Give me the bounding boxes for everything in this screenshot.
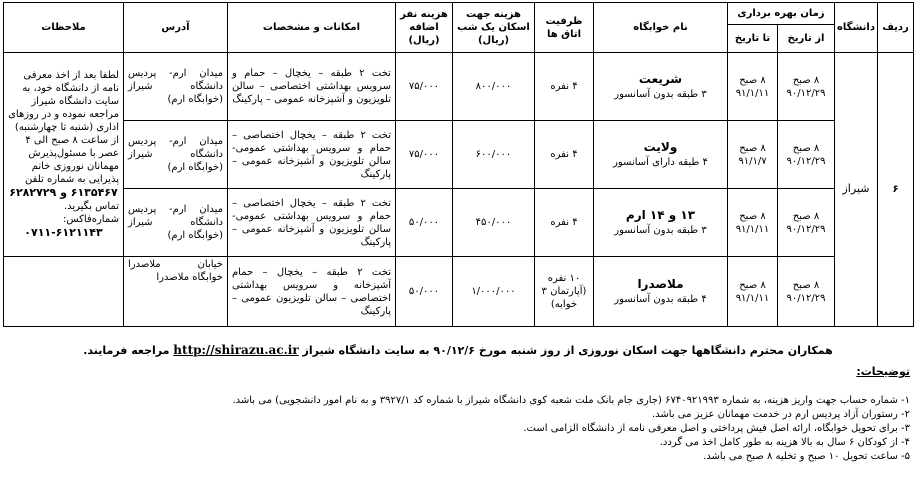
dorm-title: ولایت [643,140,678,155]
table-row [3,189,913,257]
announcement-end: مراجعه فرمایند. [83,344,170,357]
remarks-phone: ۶۱۳۵۴۶۷ و ۶۲۸۲۷۲۹ [9,185,118,199]
to-date: ۸ صبح ۹۱/۱/۱۱ [727,53,777,121]
announcement-text: همکاران محترم دانشگاهها جهت اسکان نوروزی از روز شنبه مورخ ۹۰/۱۲/۶ به سایت دانشگاه شیراز [302,344,833,357]
university-name: شیراز [835,53,878,327]
table-row [3,257,913,327]
cost-per-night: ۸۰۰/۰۰۰ [452,53,534,121]
cost-extra-person: ۵۰/۰۰۰ [395,257,452,327]
dorm-title: شریعت [638,72,683,87]
notes-list [2,394,914,464]
address: میدان ارم- پردیس دانشگاه شیراز (خوابگاه ارم) [123,121,227,189]
remarks-text: لطفا بعد از اخذ معرفی نامه از دانشگاه خود، به سایت دانشگاه شیراز مراجعه نموده و در روزهای اداری (شنبه تا چهارشنبه) از ساعت ۸ صبح الی ۴ عصر با مسئول‌پذیرش مهمانان نوروزی خانم پذیرایی به شماره تلفن [8,69,119,185]
from-date: ۸ صبح ۹۰/۱۲/۲۹ [778,257,835,327]
remarks-empty [3,257,123,327]
from-date: ۸ صبح ۹۰/۱۲/۲۹ [778,189,835,257]
facilities: تخت ۲ طبقه – یخچال اختصاصی – حمام و سرویس بهداشتی عمومی- سالن تلویزیون و آشپزخانه عمومی – پارکینگ [227,121,395,189]
address: میدان ارم- پردیس دانشگاه شیراز (خوابگاه ارم) [123,189,227,257]
header-university: دانشگاه [835,3,878,53]
remarks-fax: ۰۷۱۱-۶۱۲۱۱۴۳ [24,226,103,239]
note-item: ۱- شماره حساب جهت واریز هزینه، به شماره ۶۷۴۰۹۲۱۹۹۳ (جاری جام بانک ملت شعبه کوی دانشگاه شیراز با شماره کد ۳۹۲۷/۱ و به نام امور دانشجویی) می باشد. [232,395,910,406]
from-date: ۸ صبح ۹۰/۱۲/۲۹ [778,121,835,189]
dorm-floors: ۳ طبقه بدون آسانسور [614,88,707,100]
header-capacity: ظرفیت اتاق ها [534,3,593,53]
cost-extra-person: ۷۵/۰۰۰ [395,121,452,189]
facilities: تخت ۲ طبقه – یخچال اختصاصی – حمام و سرویس بهداشتی عمومی- سالن تلویزیون و آشپزخانه عمومی – پارکینگ [227,189,395,257]
to-date: ۸ صبح ۹۱/۱/۱۱ [727,257,777,327]
dorm-name [593,189,727,257]
facilities: تخت ۲ طبقه – یخچال – حمام و سرویس بهداشتی اختصاصی – سالن تلویزیون و آشپزخانه عمومی – پارکینگ [227,53,395,121]
announcement [2,343,914,357]
cost-extra-person: ۵۰/۰۰۰ [395,189,452,257]
header-row-number: ردیف [878,3,914,53]
to-date: ۸ صبح ۹۱/۱/۷ [727,121,777,189]
header-cost-extra: هزینه نفر اضافه (ریال) [395,3,452,53]
address: میدان ارم- پردیس دانشگاه شیراز (خوابگاه ارم) [123,53,227,121]
cost-per-night: ۶۰۰/۰۰۰ [452,121,534,189]
header-cost-night: هزینه جهت اسکان یک شب (ریال) [452,3,534,53]
website-link[interactable]: http://shirazu.ac.ir [173,343,299,357]
dorm-name [593,53,727,121]
note-item: ۴- از کودکان ۶ سال به بالا هزینه به طور کامل اخذ می گردد. [659,437,910,448]
header-to-date: تا تاریخ [727,25,777,53]
header-address: آدرس [123,3,227,53]
cost-extra-person: ۷۵/۰۰۰ [395,53,452,121]
dorm-floors: ۳ طبقه بدون آسانسور [614,224,707,236]
header-remarks: ملاحظات [3,3,123,53]
document [2,2,914,464]
row-number: ۶ [878,53,914,327]
dorm-name [593,257,727,327]
note-item: ۲- رستوران آزاد پردیس ارم در خدمت مهمانان عزیز می باشد. [651,409,910,420]
facilities: تخت ۲ طبقه – یخچال – حمام آشپزخانه و سرویس بهداشتی اختصاصی – سالن تلویزیون عمومی – پارکینگ [227,257,395,327]
remarks [3,53,123,257]
cost-per-night: ۴۵۰/۰۰۰ [452,189,534,257]
room-capacity: ۴ نفره [534,121,593,189]
dormitory-table [3,2,914,327]
dorm-title: ملاصدرا [637,277,684,292]
notes-title: توضیحات: [856,365,910,378]
remarks-contact: تماس بگیرید. شماره‌فاکس: [63,201,119,225]
note-item: ۳- برای تحویل خوابگاه، ارائه اصل فیش پرداختی و اصل معرفی نامه از دانشگاه الزامی است. [523,423,910,434]
header-from-date: از تاریخ [778,25,835,53]
note-item: ۵- ساعت تحویل ۱۰ صبح و تخلیه ۸ صبح می باشد. [703,451,910,462]
header-facilities: امکانات و مشخصات [227,3,395,53]
to-date: ۸ صبح ۹۱/۱/۱۱ [727,189,777,257]
room-capacity: ۴ نفره [534,189,593,257]
address: خیابان ملاصدرا خوابگاه ملاصدرا [123,257,227,327]
header-period: زمان بهره برداری [727,3,834,25]
table-row [3,121,913,189]
dorm-floors: ۴ طبقه دارای آسانسور [613,156,708,168]
cost-per-night: ۱/۰۰۰/۰۰۰ [452,257,534,327]
room-capacity: ۱۰ نفره (آپارتمان ۳ خوابه) [534,257,593,327]
dorm-name [593,121,727,189]
header-dorm-name: نام خوابگاه [593,3,727,53]
room-capacity: ۴ نفره [534,53,593,121]
from-date: ۸ صبح ۹۰/۱۲/۲۹ [778,53,835,121]
dorm-title: ۱۳ و ۱۴ ارم [625,208,696,223]
table-row [3,53,913,121]
dorm-floors: ۴ طبقه بدون آسانسور [614,293,707,305]
